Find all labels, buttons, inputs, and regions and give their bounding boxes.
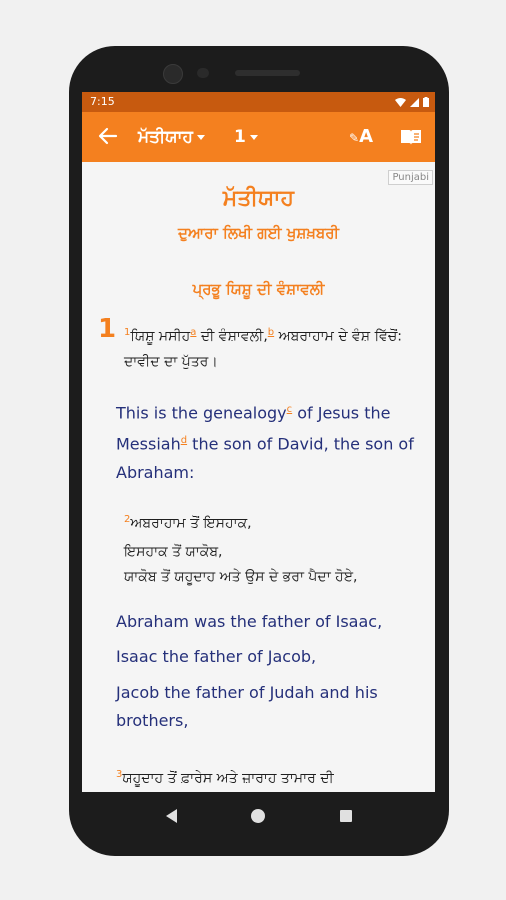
system-nav-bar [82,792,435,842]
verse-2-english-line-3: Jacob the father of Judah and his brothers, [116,683,378,730]
speaker-grille [235,70,300,76]
screen [82,92,435,792]
verse-text: This is the genealogy [116,403,287,423]
verse-text: ਦੀ ਵੰਸ਼ਾਵਲੀ, [196,328,268,345]
status-time: 7:15 [90,95,115,108]
verse-2-english-line-1: Abraham was the father of Isaac, [116,612,383,631]
footnote-link[interactable]: b [267,327,275,338]
nav-home-icon[interactable] [251,809,265,823]
verse-1-punjabi [124,320,424,375]
verse-3-punjabi [116,762,426,792]
book-selector[interactable] [138,124,205,150]
verse-2-english-line-2: Isaac the father of Jacob, [116,647,317,666]
verse-number: 3 [116,769,123,780]
nav-back-icon[interactable] [166,809,177,823]
verse-text: ਯਹੂਦਾਹ ਤੋਂ ਫ਼ਾਰੇਸ ਅਤੇ ਜ਼ਾਰਾਹ ਤਾਮਾਰ ਦੀ [122,770,334,787]
verse-text: the son of David, the son of Abraham: [116,434,414,482]
footnote-link[interactable]: d [180,435,188,447]
status-bar [82,92,435,112]
verse-text: of Jesus the Messiah [116,403,391,454]
book-selector-label: ਮੱਤੀਯਾਹ [138,127,193,147]
wifi-icon [395,98,406,107]
verse-1-english [116,396,421,487]
verse-text: ਅਬਰਾਹਾਮ ਤੋਂ ਇਸਹਾਕ, [130,515,252,532]
sensor [197,68,209,78]
book-subtitle: ਦੁਆਰਾ ਲਿਖੀ ਗਈ ਖੁਸ਼ਖ਼ਬਰੀ [177,224,340,242]
status-icons [395,97,429,107]
text-size-button[interactable] [349,124,377,150]
text-size-icon: ✎ [349,131,360,145]
chapter-number: 1 [98,314,117,344]
chevron-down-icon [197,135,205,140]
nav-recents-icon[interactable] [340,810,352,822]
book-title: ਮੱਤੀਯਾਹ [222,186,295,211]
chevron-down-icon [250,135,258,140]
verse-2-punjabi-line-1 [124,507,424,537]
text-size-label: A [359,126,373,147]
section-heading: ਪ੍ਰਭੂ ਯਿਸ਼ੂ ਦੀ ਵੰਸ਼ਾਵਲੀ [192,280,325,298]
verse-text: ਯਿਸ਼ੂ ਮਸੀਹ [130,328,191,345]
verse-number: 2 [124,514,131,525]
battery-icon [423,97,429,107]
app-bar [82,112,435,162]
signal-icon [410,98,419,107]
language-badge[interactable]: Punjabi [388,170,433,185]
book-open-icon[interactable] [399,127,423,147]
footnote-link[interactable]: c [286,404,293,415]
chapter-selector-label: 1 [234,127,246,147]
chapter-selector[interactable] [234,124,258,150]
chapter-content[interactable] [82,162,435,792]
verse-number: 1 [124,327,131,338]
footnote-link[interactable]: a [190,327,197,338]
verse-text: ਅਬਰਾਹਾਮ ਦੇ ਵੰਸ਼ ਵਿੱਚੋਂ: ਦਾਵੀਦ ਦਾ ਪੁੱਤਰ। [124,328,403,370]
back-arrow-icon[interactable] [96,124,120,148]
camera [163,64,183,84]
verse-2-punjabi-line-3: ਯਾਕੋਬ ਤੋਂ ਯਹੂਦਾਹ ਅਤੇ ਉਸ ਦੇ ਭਰਾ ਪੈਦਾ ਹੋਏ, [124,569,358,585]
verse-2-punjabi-line-2: ਇਸਹਾਕ ਤੋਂ ਯਾਕੋਬ, [124,544,223,560]
